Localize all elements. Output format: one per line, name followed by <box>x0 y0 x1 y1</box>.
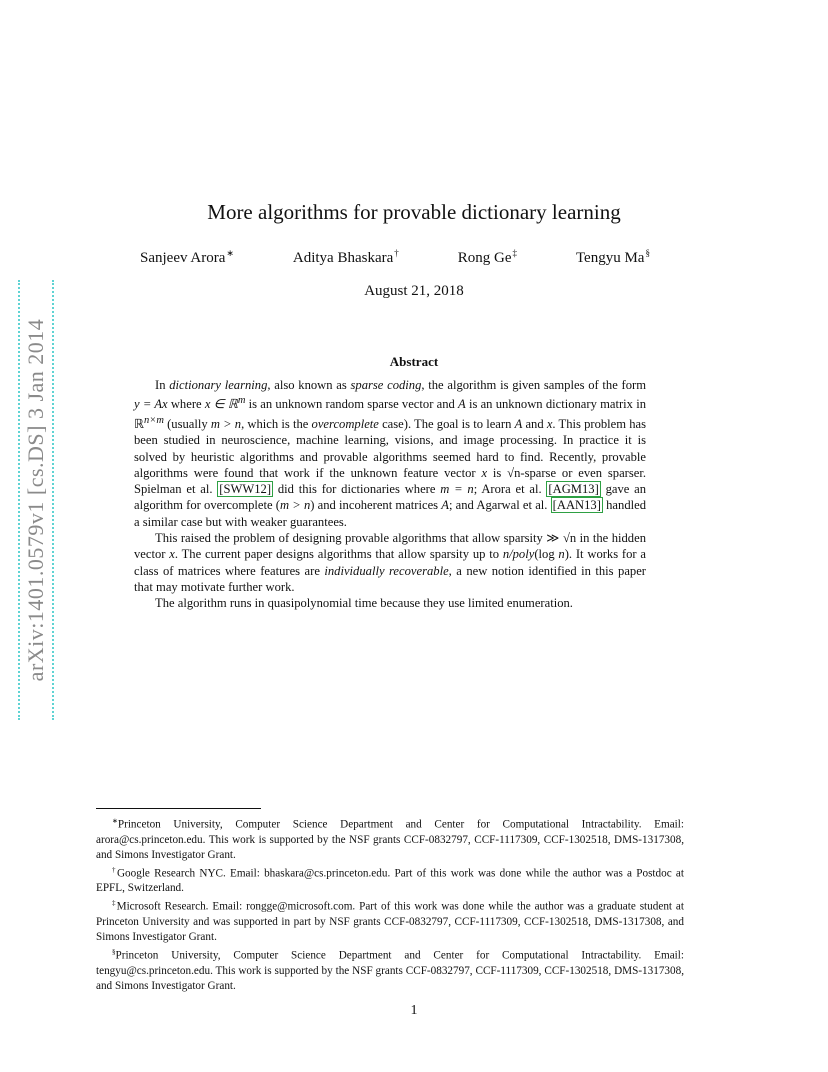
author-name: Aditya Bhaskara <box>292 250 394 266</box>
math-run: m <box>237 395 246 407</box>
math-run: ℝ <box>134 416 144 431</box>
citation-link[interactable]: [SWW12] <box>219 482 272 497</box>
text-run: and <box>522 416 547 431</box>
author-footnote-mark[interactable]: ∗ <box>226 248 234 258</box>
arxiv-id-label: arXiv:1401.0579v1 [cs.DS] 3 Jan 2014 <box>23 318 48 682</box>
math-run: ≫ √n <box>546 531 577 546</box>
math-run: x ∈ ℝ <box>204 397 238 412</box>
math-run: m = n <box>440 482 474 497</box>
footnote <box>96 814 684 863</box>
text-run: case). The goal is to learn <box>378 416 515 431</box>
page-number: 1 <box>410 1003 418 1018</box>
text-run: , which is the <box>241 416 312 431</box>
text-run: handled a similar case but with weaker guarantees. <box>134 498 647 529</box>
text-run: did this for dictionaries where <box>273 482 441 497</box>
text-run: is <box>487 465 508 480</box>
text-run: sparse coding <box>350 378 422 392</box>
footnote <box>96 863 684 897</box>
math-run: √n <box>507 465 521 480</box>
math-run: (log <box>534 547 559 562</box>
footnote-mark: ‡ <box>112 899 117 908</box>
paper-title: More algorithms for provable dictionary learning <box>207 200 621 224</box>
math-run: n <box>558 547 565 562</box>
author-list <box>140 248 650 267</box>
footnote-mark: § <box>112 948 116 957</box>
text-run: (usually <box>163 416 211 431</box>
math-run: A <box>458 397 466 412</box>
math-run: x <box>546 416 553 431</box>
text-run: , the algorithm is given samples of the form <box>421 378 646 392</box>
math-run: x <box>481 465 488 480</box>
abstract-paragraph <box>134 530 646 595</box>
math-run: m > n <box>210 416 242 431</box>
arxiv-stamp <box>18 280 54 720</box>
author-footnote-mark[interactable]: † <box>394 248 399 258</box>
text-run: is an unknown random sparse vector and <box>245 397 459 412</box>
paper-date: August 21, 2018 <box>364 283 464 299</box>
math-run: y = Ax <box>134 397 168 412</box>
text-run: ; and Agarwal et al. <box>448 498 551 513</box>
footnote-mark: † <box>112 865 117 874</box>
math-run: n×m <box>143 414 164 426</box>
text-run: . The current paper designs algorithms that allow sparsity up to <box>174 547 503 562</box>
author-name: Sanjeev Arora <box>140 250 226 266</box>
footnote-mark: ∗ <box>112 817 118 825</box>
abstract-paragraph: The algorithm runs in quasipolynomial time because they use limited enumeration. <box>155 596 573 611</box>
citation-key: AGM13 <box>552 482 595 497</box>
math-run: A <box>514 416 523 431</box>
text-run: is an unknown dictionary matrix in <box>465 397 646 412</box>
text-run: ; Arora et al. <box>473 482 547 497</box>
abstract-body <box>134 377 646 612</box>
author <box>576 248 650 267</box>
footnote <box>96 945 684 994</box>
citation-link[interactable]: [AAN13] <box>552 498 601 513</box>
text-run: in the hidden vector <box>134 531 646 562</box>
text-run: where <box>167 397 205 412</box>
citation-key: AAN13 <box>556 498 597 513</box>
math-run: x <box>169 547 175 562</box>
text-run: dictionary learning <box>169 378 268 392</box>
math-run: A <box>441 498 449 513</box>
text-run: ) and incoherent matrices <box>310 498 442 513</box>
author <box>458 248 517 267</box>
abstract-heading: Abstract <box>389 354 439 369</box>
text-run: . This problem has been studied in neuroscience, machine learning, visions, and image processing. In practice it is solved by heuristic algorithms and provable algorithms seemed hard to find. Recently, provable algorithms were found that work if the unknown feature vector <box>134 416 647 480</box>
text-run: This raised the problem of designing provable algorithms that allow sparsity <box>155 531 547 546</box>
footnote-rule <box>96 808 261 809</box>
footnote-text: Google Research NYC. Email: bhaskara@cs.princeton.edu. Part of this work was done while the author was a Postdoc at EPFL, Switzerland. <box>96 867 685 895</box>
author <box>140 248 234 267</box>
footnote-text: Princeton University, Computer Science Department and Center for Computational Intractability. Email: tengyu@cs.princeton.edu. This work is supported by the NSF grants CCF-0832797, CCF-1117309, CCF-1302518, DMS-1317308, and Simons Investigator Grant. <box>96 949 684 992</box>
math-run: n/poly <box>502 547 535 562</box>
author-footnote-mark[interactable]: § <box>645 248 650 258</box>
footnotes <box>96 814 684 994</box>
text-run: gave an algorithm for overcomplete ( <box>134 482 647 513</box>
text-run: , a new notion identified in this paper that may motivate further work. <box>134 563 646 594</box>
footnote-text: Princeton University, Computer Science Department and Center for Computational Intractability. Email: arora@cs.princeton.edu. This work is supported by the NSF grants CCF-0832797, CCF-1117309, CCF-1302518, DMS-1317308, and Simons Investigator Grant. <box>96 818 684 861</box>
footnote-text: Microsoft Research. Email: rongge@microsoft.com. Part of this work was done while the author was a graduate student at Princeton University and was supported in part by NSF grants CCF-0832797, CCF-1117309, CCF-1302518, DMS-1317308, and Simons Investigator Grant. <box>96 901 685 944</box>
author-footnote-mark[interactable]: ‡ <box>512 248 517 258</box>
author-name: Rong Ge <box>457 250 512 266</box>
text-run: -sparse or even sparser. Spielman et al. <box>134 465 646 497</box>
citation-key: SWW12 <box>223 482 267 497</box>
author-name: Tengyu Ma <box>575 250 645 266</box>
text-run: overcomplete <box>311 416 379 431</box>
math-run: m > n <box>279 498 311 513</box>
author <box>293 248 399 267</box>
citation-link[interactable]: [AGM13] <box>548 482 599 497</box>
text-run: ). It works for a class of matrices where features are <box>134 547 647 578</box>
footnote <box>96 896 684 945</box>
text-run: , also known as <box>267 378 351 392</box>
text-run: In <box>155 378 170 392</box>
text-run: individually recoverable <box>324 563 449 578</box>
abstract-paragraph <box>134 377 646 530</box>
